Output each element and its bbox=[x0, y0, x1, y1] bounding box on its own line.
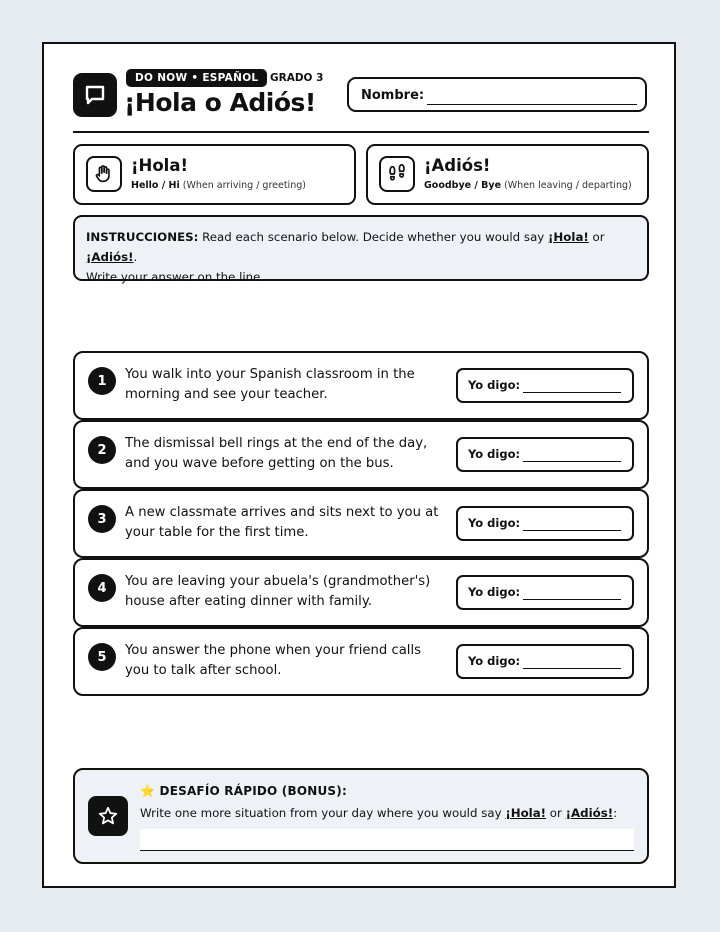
adios-title: ¡Adiós! bbox=[424, 156, 491, 175]
answer-label: Yo digo: bbox=[468, 447, 521, 461]
star-icon bbox=[88, 796, 128, 836]
scenario-text bbox=[125, 365, 445, 405]
scenario-line: A new classmate arrives and sits next to you at bbox=[125, 505, 439, 520]
scenario-card bbox=[73, 489, 649, 558]
scenario-text bbox=[125, 572, 445, 612]
bonus-text: Write one more situation from your day where you would say bbox=[140, 806, 506, 820]
instructions-period: . bbox=[133, 250, 138, 264]
scenario-card bbox=[73, 351, 649, 420]
name-field[interactable] bbox=[347, 77, 647, 112]
answer-input-line[interactable] bbox=[523, 668, 621, 669]
bonus-title bbox=[140, 784, 347, 798]
footprints-icon bbox=[379, 156, 415, 192]
worksheet-page bbox=[42, 42, 676, 888]
answer-field[interactable] bbox=[456, 644, 634, 679]
answer-input-line[interactable] bbox=[523, 530, 621, 531]
scenario-line: You answer the phone when your friend calls bbox=[125, 643, 421, 658]
instructions-adios: ¡Adiós! bbox=[86, 250, 134, 264]
answer-label: Yo digo: bbox=[468, 378, 521, 392]
adios-card bbox=[366, 144, 649, 205]
answer-field[interactable] bbox=[456, 575, 634, 610]
scenario-line: You are leaving your abuela's (grandmother's) bbox=[125, 574, 431, 589]
page-title: ¡Hola o Adiós! bbox=[124, 88, 316, 117]
hola-meaning: Hello / Hi (When arriving / greeting) bbox=[131, 180, 306, 191]
scenario-text bbox=[125, 434, 445, 474]
bonus-prompt bbox=[140, 806, 617, 820]
bonus-answer-line[interactable] bbox=[140, 829, 634, 851]
scenario-line: house after eating dinner with family. bbox=[125, 594, 372, 609]
scenario-number: 3 bbox=[88, 505, 116, 533]
name-label: Nombre: bbox=[361, 88, 425, 103]
scenario-line: morning and see your teacher. bbox=[125, 387, 328, 402]
answer-label: Yo digo: bbox=[468, 516, 521, 530]
scenario-card bbox=[73, 420, 649, 489]
bonus-adios: ¡Adiós! bbox=[565, 806, 614, 820]
scenario-line: and you wave before getting on the bus. bbox=[125, 456, 394, 471]
scenario-card bbox=[73, 627, 649, 696]
answer-field[interactable] bbox=[456, 437, 634, 472]
hola-card bbox=[73, 144, 356, 205]
scenario-number: 4 bbox=[88, 574, 116, 602]
answer-input-line[interactable] bbox=[523, 392, 621, 393]
subject-badge: DO NOW • ESPAÑOL bbox=[126, 69, 267, 87]
header-divider bbox=[73, 131, 649, 133]
bonus-hola: ¡Hola! bbox=[505, 806, 547, 820]
scenario-line: You walk into your Spanish classroom in the bbox=[125, 367, 415, 382]
bonus-or: or bbox=[546, 806, 566, 820]
name-input-line[interactable] bbox=[427, 104, 637, 105]
scenario-number: 2 bbox=[88, 436, 116, 464]
chat-bubble-icon bbox=[73, 73, 117, 117]
scenario-text bbox=[125, 503, 445, 543]
answer-field[interactable] bbox=[456, 506, 634, 541]
bonus-box bbox=[73, 768, 649, 864]
scenario-line: your table for the first time. bbox=[125, 525, 309, 540]
scenario-card bbox=[73, 558, 649, 627]
scenario-line: you to talk after school. bbox=[125, 663, 282, 678]
bonus-title-text: DESAFÍO RÁPIDO (BONUS): bbox=[159, 784, 347, 798]
answer-field[interactable] bbox=[456, 368, 634, 403]
scenario-text bbox=[125, 641, 445, 681]
answer-input-line[interactable] bbox=[523, 461, 621, 462]
hand-wave-icon bbox=[86, 156, 122, 192]
answer-input-line[interactable] bbox=[523, 599, 621, 600]
instructions-or: or bbox=[588, 230, 605, 244]
grade-label: GRADO 3 bbox=[270, 72, 324, 84]
scenario-line: The dismissal bell rings at the end of the day, bbox=[125, 436, 428, 451]
instructions-box bbox=[73, 215, 649, 284]
star-emoji-icon: ⭐ bbox=[140, 784, 156, 798]
answer-label: Yo digo: bbox=[468, 654, 521, 668]
instructions-label: INSTRUCCIONES: bbox=[86, 230, 199, 244]
scenario-number: 1 bbox=[88, 367, 116, 395]
instructions-text: Read each scenario below. Decide whether you would say bbox=[198, 230, 549, 244]
bonus-colon: : bbox=[613, 806, 618, 820]
instructions-line2: Write your answer on the line. bbox=[86, 270, 265, 284]
answer-label: Yo digo: bbox=[468, 585, 521, 599]
adios-meaning: Goodbye / Bye (When leaving / departing) bbox=[424, 180, 632, 191]
hola-title: ¡Hola! bbox=[131, 156, 188, 175]
scenario-number: 5 bbox=[88, 643, 116, 671]
instructions-hola: ¡Hola! bbox=[548, 230, 589, 244]
